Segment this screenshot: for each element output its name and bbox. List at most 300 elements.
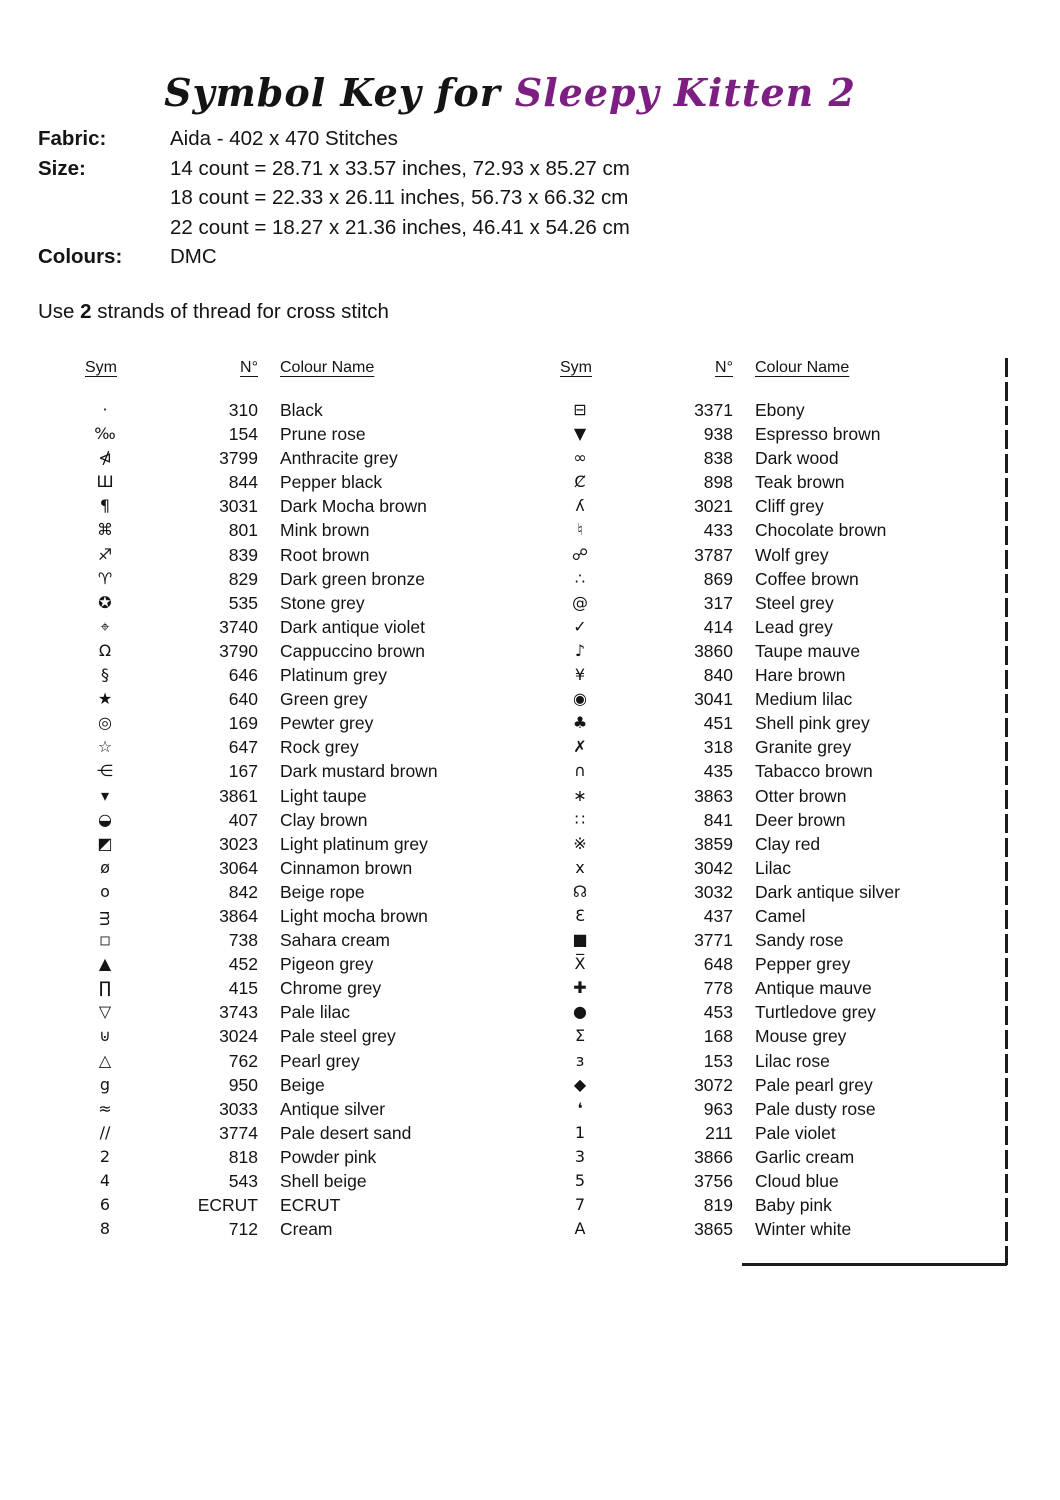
key-row — [560, 1121, 900, 1145]
size-label-spacer-1 — [38, 183, 170, 213]
title-project-name: Sleepy Kitten 2 — [514, 70, 856, 115]
key-row — [85, 1121, 438, 1145]
pattern-info — [38, 124, 630, 272]
dmc-number: 318 — [703, 737, 733, 758]
stitch-symbol: ∴ — [574, 568, 586, 588]
stitch-symbol: o — [100, 881, 110, 901]
colour-name: Shell pink grey — [755, 713, 870, 734]
colour-name: Wolf grey — [755, 544, 829, 565]
dmc-number: 762 — [228, 1050, 258, 1071]
key-row — [560, 470, 900, 494]
colour-name: Cliff grey — [755, 496, 824, 517]
key-row — [560, 591, 900, 615]
stitch-symbol: ∏ — [98, 978, 112, 998]
dmc-number: 647 — [228, 737, 258, 758]
dmc-number: 3023 — [219, 833, 258, 854]
stitch-symbol: ◆ — [573, 1074, 587, 1094]
colour-name: Taupe mauve — [755, 640, 861, 661]
dmc-number: 801 — [228, 520, 258, 541]
stitch-symbol: 7 — [574, 1195, 586, 1215]
stitch-symbol: ø — [100, 857, 110, 877]
colour-name: Winter white — [755, 1219, 852, 1240]
key-row — [85, 543, 438, 567]
dmc-number: 3740 — [219, 616, 258, 637]
stitch-symbol: § — [101, 665, 109, 685]
colour-name: Teak brown — [755, 472, 845, 493]
colour-name: Beige — [280, 1074, 325, 1095]
stitch-symbol: ɜ — [575, 1050, 585, 1070]
key-row — [85, 1097, 438, 1121]
colour-name: Dark wood — [755, 448, 839, 469]
key-row — [85, 1024, 438, 1048]
stitch-symbol: ■ — [572, 930, 588, 950]
key-row — [85, 494, 438, 518]
key-row — [560, 1217, 900, 1241]
dmc-number: 646 — [228, 665, 258, 686]
dmc-number: 3859 — [694, 833, 733, 854]
colour-name: Pigeon grey — [280, 954, 374, 975]
stitch-symbol: ♈ — [97, 568, 113, 588]
dmc-number: 535 — [228, 592, 258, 613]
key-row — [85, 976, 438, 1000]
key-column-left — [85, 356, 438, 1241]
key-row — [560, 904, 900, 928]
dmc-number: 898 — [703, 472, 733, 493]
stitch-symbol: · — [102, 400, 108, 419]
key-row — [85, 470, 438, 494]
key-row — [560, 976, 900, 1000]
stitch-symbol: ☍ — [571, 544, 589, 564]
size-label: Size: — [38, 156, 86, 180]
dmc-number: 3799 — [219, 448, 258, 469]
key-row — [560, 1193, 900, 1217]
stitch-symbol: ʎ — [575, 496, 585, 516]
colour-name: Light taupe — [280, 785, 367, 806]
table-bottom-border — [742, 1263, 1007, 1266]
colour-name: Powder pink — [280, 1146, 377, 1167]
strands-count: 2 — [80, 300, 92, 323]
dmc-number: 841 — [703, 809, 733, 830]
key-row — [85, 687, 438, 711]
dmc-number: 407 — [228, 809, 258, 830]
colour-name: Root brown — [280, 544, 370, 565]
stitch-symbol: x — [575, 857, 585, 877]
colours-value: DMC — [170, 245, 217, 268]
colour-name: Pepper black — [280, 472, 383, 493]
dmc-number: 433 — [703, 520, 733, 541]
stitch-symbol: ※ — [573, 833, 587, 853]
dmc-number: 844 — [228, 472, 258, 493]
colour-name: Granite grey — [755, 737, 852, 758]
dmc-number: 3041 — [694, 689, 733, 710]
colour-name: Sandy rose — [755, 930, 844, 951]
colour-name: Cloud blue — [755, 1171, 839, 1191]
strands-note-post: strands of thread for cross stitch — [91, 300, 389, 323]
key-row — [85, 711, 438, 735]
stitch-symbol: 4 — [99, 1171, 111, 1190]
sym-header: Sym — [560, 359, 592, 376]
dmc-number: 3024 — [219, 1026, 258, 1047]
stitch-symbol: ▼ — [573, 424, 587, 444]
key-row — [560, 952, 900, 976]
stitch-symbol: ✓ — [573, 616, 587, 636]
key-row — [560, 1000, 900, 1024]
dmc-number: 310 — [228, 400, 258, 420]
colour-name: Light platinum grey — [280, 833, 428, 854]
stitch-symbol: ♪ — [574, 640, 586, 660]
dmc-number: 840 — [703, 665, 733, 686]
page-title — [0, 70, 1020, 115]
dmc-number: 3790 — [219, 640, 258, 661]
colour-name: Dark antique silver — [755, 881, 900, 902]
stitch-symbol: ▽ — [98, 1002, 112, 1022]
stitch-symbol: ◩ — [97, 833, 113, 853]
colour-name: Chrome grey — [280, 978, 382, 999]
key-row — [85, 567, 438, 591]
stitch-symbol: ◉ — [573, 689, 587, 709]
key-row — [560, 808, 900, 832]
stitch-symbol: 8 — [99, 1219, 111, 1239]
key-row — [560, 446, 900, 470]
dmc-number: 3743 — [219, 1002, 258, 1023]
colour-name: Cream — [280, 1219, 333, 1240]
colour-name: Anthracite grey — [280, 448, 398, 469]
stitch-symbol: ♣ — [572, 713, 588, 733]
dmc-number: 3771 — [694, 930, 733, 951]
key-row — [560, 1145, 900, 1169]
sym-header: Sym — [85, 359, 117, 376]
stitch-symbol: A — [574, 1219, 586, 1239]
key-row — [85, 1193, 438, 1217]
dmc-number: 167 — [228, 761, 258, 782]
colour-name: Pepper grey — [755, 954, 851, 975]
key-row — [85, 1217, 438, 1241]
key-row — [85, 446, 438, 470]
dmc-number: 3865 — [694, 1219, 733, 1240]
key-column-header — [85, 356, 438, 380]
key-row — [85, 422, 438, 446]
key-row — [85, 1169, 438, 1193]
key-row — [560, 543, 900, 567]
dmc-number: 168 — [703, 1026, 733, 1047]
dmc-number: 3756 — [694, 1171, 733, 1191]
colour-name: Ebony — [755, 400, 805, 420]
colour-name: Black — [280, 400, 323, 420]
key-row — [560, 856, 900, 880]
stitch-symbol: ⋪ — [98, 448, 112, 468]
colour-name: Pearl grey — [280, 1050, 360, 1071]
key-row — [560, 567, 900, 591]
key-row — [85, 398, 438, 422]
dmc-number: 3774 — [219, 1122, 258, 1143]
key-column-right — [560, 356, 900, 1241]
stitch-symbol: ✗ — [573, 737, 587, 757]
key-row — [560, 711, 900, 735]
stitch-symbol: ≈ — [98, 1098, 112, 1118]
colour-name: Cappuccino brown — [280, 640, 425, 661]
colour-name: Garlic cream — [755, 1146, 855, 1167]
key-row — [560, 494, 900, 518]
key-row — [85, 784, 438, 808]
number-header: N° — [715, 359, 733, 376]
dmc-number: 153 — [703, 1050, 733, 1071]
key-row — [85, 615, 438, 639]
stitch-symbol: 6 — [99, 1195, 111, 1215]
dmc-number: 211 — [705, 1122, 733, 1143]
stitch-symbol: ● — [573, 1002, 587, 1022]
colour-name: Tabacco brown — [755, 761, 873, 782]
key-row — [560, 832, 900, 856]
colour-name: Dark Mocha brown — [280, 496, 427, 517]
stitch-symbol: 2 — [99, 1146, 111, 1166]
dmc-number: 838 — [703, 448, 733, 469]
stitch-symbol: ☆ — [97, 737, 113, 757]
colour-name: Mouse grey — [755, 1026, 847, 1047]
colour-name: Pale violet — [755, 1122, 836, 1143]
key-row — [560, 1024, 900, 1048]
key-row — [560, 398, 900, 422]
fabric-value: Aida - 402 x 470 Stitches — [170, 127, 398, 150]
key-row — [85, 880, 438, 904]
key-row — [85, 1145, 438, 1169]
stitch-symbol: ⌖ — [100, 616, 110, 636]
colour-name-header: Colour Name — [755, 359, 850, 376]
stitch-symbol: 5 — [574, 1171, 586, 1190]
dmc-number: 3787 — [694, 544, 733, 565]
dmc-number: 648 — [703, 954, 733, 975]
dmc-number: 3072 — [694, 1074, 733, 1095]
stitch-symbol: ❛ — [577, 1098, 583, 1118]
key-row — [560, 1169, 900, 1193]
colour-name: Stone grey — [280, 592, 365, 613]
colour-name: Baby pink — [755, 1195, 832, 1216]
colour-name: Coffee brown — [755, 568, 859, 589]
dmc-number: 938 — [703, 424, 733, 445]
stitch-symbol: ¶ — [99, 496, 111, 516]
dmc-number: 543 — [228, 1171, 258, 1191]
dmc-number: 712 — [228, 1219, 258, 1240]
dmc-number: 3860 — [694, 640, 733, 661]
colour-name: Deer brown — [755, 809, 846, 830]
dmc-number: 3866 — [694, 1146, 733, 1167]
dmc-number: 414 — [703, 616, 733, 637]
key-row — [560, 1049, 900, 1073]
dmc-number: 451 — [703, 713, 733, 734]
colour-name: Lilac rose — [755, 1050, 830, 1071]
colour-name-header: Colour Name — [280, 359, 375, 376]
stitch-symbol: ♮ — [577, 520, 583, 540]
dmc-number: 169 — [228, 713, 258, 734]
colour-name: Dark green bronze — [280, 568, 425, 589]
colour-name: Steel grey — [755, 592, 834, 613]
key-row — [85, 518, 438, 542]
stitch-symbol: Ɛ — [575, 905, 585, 925]
stitch-symbol: ∗ — [573, 785, 587, 805]
key-row — [85, 1073, 438, 1097]
stitch-symbol: ▲ — [98, 954, 112, 974]
size-line-18: 18 count = 22.33 x 26.11 inches, 56.73 x 66.32 cm — [170, 186, 629, 209]
dmc-number: 435 — [703, 761, 733, 782]
colour-name: Pale steel grey — [280, 1026, 396, 1047]
key-row — [560, 735, 900, 759]
colour-name: Light mocha brown — [280, 905, 428, 926]
key-row — [560, 422, 900, 446]
colour-name: Clay red — [755, 833, 821, 854]
table-right-dashed-border — [1005, 358, 1008, 1266]
strands-note — [38, 300, 389, 324]
key-row — [85, 639, 438, 663]
dmc-number: 738 — [228, 930, 258, 951]
colour-name: Turtledove grey — [755, 1002, 876, 1023]
key-row — [85, 1000, 438, 1024]
key-row — [560, 784, 900, 808]
stitch-symbol: 3 — [574, 1146, 586, 1166]
stitch-symbol: ∞ — [573, 448, 587, 468]
key-row — [85, 856, 438, 880]
stitch-symbol: ★ — [97, 689, 113, 709]
dmc-number: ECRUT — [197, 1195, 258, 1216]
colour-name: Lilac — [755, 857, 791, 878]
dmc-number: 437 — [703, 905, 733, 926]
colour-name: Prune rose — [280, 424, 366, 445]
key-column-header — [560, 356, 900, 380]
stitch-symbol: Ȼ — [574, 472, 586, 492]
colour-name: Cinnamon brown — [280, 857, 413, 878]
dmc-number: 819 — [703, 1195, 733, 1216]
colour-name: Pewter grey — [280, 713, 374, 734]
dmc-number: 3032 — [694, 881, 733, 902]
colour-name: Platinum grey — [280, 665, 387, 686]
stitch-symbol: ⊟ — [573, 400, 587, 419]
number-header: N° — [240, 359, 258, 376]
stitch-symbol: Ш — [96, 472, 114, 492]
colour-name: Mink brown — [280, 520, 370, 541]
colour-name: Beige rope — [280, 881, 365, 902]
dmc-number: 3371 — [694, 400, 733, 420]
key-row — [85, 591, 438, 615]
dmc-number: 453 — [703, 1002, 733, 1023]
stitch-symbol: ∩ — [574, 761, 586, 781]
stitch-symbol: @ — [572, 592, 588, 612]
size-line-22: 22 count = 18.27 x 21.36 inches, 46.41 x 54.26 cm — [170, 215, 630, 239]
colour-name: Otter brown — [755, 785, 847, 806]
stitch-symbol: X̅ — [574, 954, 586, 974]
dmc-number: 640 — [228, 689, 258, 710]
colour-name: Dark antique violet — [280, 616, 425, 637]
stitch-symbol: ‰ — [94, 424, 116, 444]
stitch-symbol: ∷ — [574, 809, 586, 829]
key-row — [85, 808, 438, 832]
dmc-number: 154 — [228, 424, 258, 445]
key-row — [560, 615, 900, 639]
dmc-number: 3863 — [694, 785, 733, 806]
colour-name: ECRUT — [280, 1195, 341, 1216]
key-row — [85, 1049, 438, 1073]
key-row — [560, 687, 900, 711]
stitch-symbol: Ω — [98, 640, 112, 660]
stitch-symbol: ᴟ — [99, 905, 111, 925]
dmc-number: 869 — [703, 568, 733, 589]
dmc-number: 950 — [228, 1074, 258, 1095]
fabric-label: Fabric: — [38, 127, 107, 150]
colour-name: Shell beige — [280, 1171, 367, 1191]
colour-name: Pale lilac — [280, 1002, 351, 1023]
dmc-number: 3021 — [694, 496, 733, 517]
key-row — [560, 759, 900, 783]
title-prefix: Symbol Key for — [164, 70, 501, 115]
key-row — [560, 639, 900, 663]
stitch-symbol: ▾ — [100, 785, 110, 805]
key-row — [560, 1073, 900, 1097]
colour-name: Pale dusty rose — [755, 1098, 876, 1119]
colour-name: Hare brown — [755, 665, 846, 686]
colour-name: Antique mauve — [755, 978, 872, 999]
stitch-symbol: ✚ — [573, 978, 587, 998]
dmc-number: 3064 — [219, 857, 258, 878]
dmc-number: 778 — [703, 978, 733, 999]
stitch-symbol: ♐ — [97, 544, 113, 564]
stitch-symbol: ◒ — [98, 809, 112, 829]
colour-name: Lead grey — [755, 616, 833, 637]
key-row — [85, 904, 438, 928]
stitch-symbol: ☊ — [572, 881, 588, 901]
colour-name: Pale pearl grey — [755, 1074, 873, 1095]
colour-name: Camel — [755, 905, 806, 926]
stitch-symbol: ¥ — [574, 665, 586, 685]
stitch-symbol: ✪ — [98, 592, 112, 612]
size-label-spacer-2 — [38, 213, 170, 243]
size-line-14: 14 count = 28.71 x 33.57 inches, 72.93 x 85.27 cm — [170, 156, 630, 180]
dmc-number: 839 — [228, 544, 258, 565]
key-row — [560, 880, 900, 904]
stitch-symbol: ◎ — [98, 713, 112, 733]
stitch-symbol: 1 — [574, 1122, 586, 1142]
dmc-number: 452 — [228, 954, 258, 975]
dmc-number: 3033 — [219, 1098, 258, 1119]
key-row — [85, 952, 438, 976]
key-row — [85, 663, 438, 687]
colour-name: Medium lilac — [755, 689, 853, 710]
colour-name: Dark mustard brown — [280, 761, 438, 782]
stitch-symbol: ⋲ — [97, 761, 113, 781]
stitch-symbol: ⊍ — [99, 1026, 111, 1046]
key-row — [560, 928, 900, 952]
dmc-number: 818 — [228, 1146, 258, 1167]
stitch-symbol: Σ — [574, 1026, 586, 1046]
stitch-symbol: g — [99, 1074, 111, 1094]
colour-name: Espresso brown — [755, 424, 881, 445]
colour-name: Chocolate brown — [755, 520, 887, 541]
dmc-number: 3042 — [694, 857, 733, 878]
key-row — [85, 735, 438, 759]
colour-name: Rock grey — [280, 737, 359, 758]
key-row — [85, 832, 438, 856]
key-row — [85, 928, 438, 952]
stitch-symbol: ⌘ — [97, 520, 113, 540]
colour-name: Antique silver — [280, 1098, 386, 1119]
key-row — [85, 759, 438, 783]
dmc-number: 3864 — [219, 905, 258, 926]
dmc-number: 842 — [228, 881, 258, 902]
key-row — [560, 518, 900, 542]
colour-name: Clay brown — [280, 809, 368, 830]
dmc-number: 317 — [703, 592, 733, 613]
key-row — [560, 1097, 900, 1121]
colour-name: Green grey — [280, 689, 368, 710]
colour-name: Pale desert sand — [280, 1122, 412, 1143]
dmc-number: 963 — [703, 1098, 733, 1119]
dmc-number: 829 — [228, 568, 258, 589]
